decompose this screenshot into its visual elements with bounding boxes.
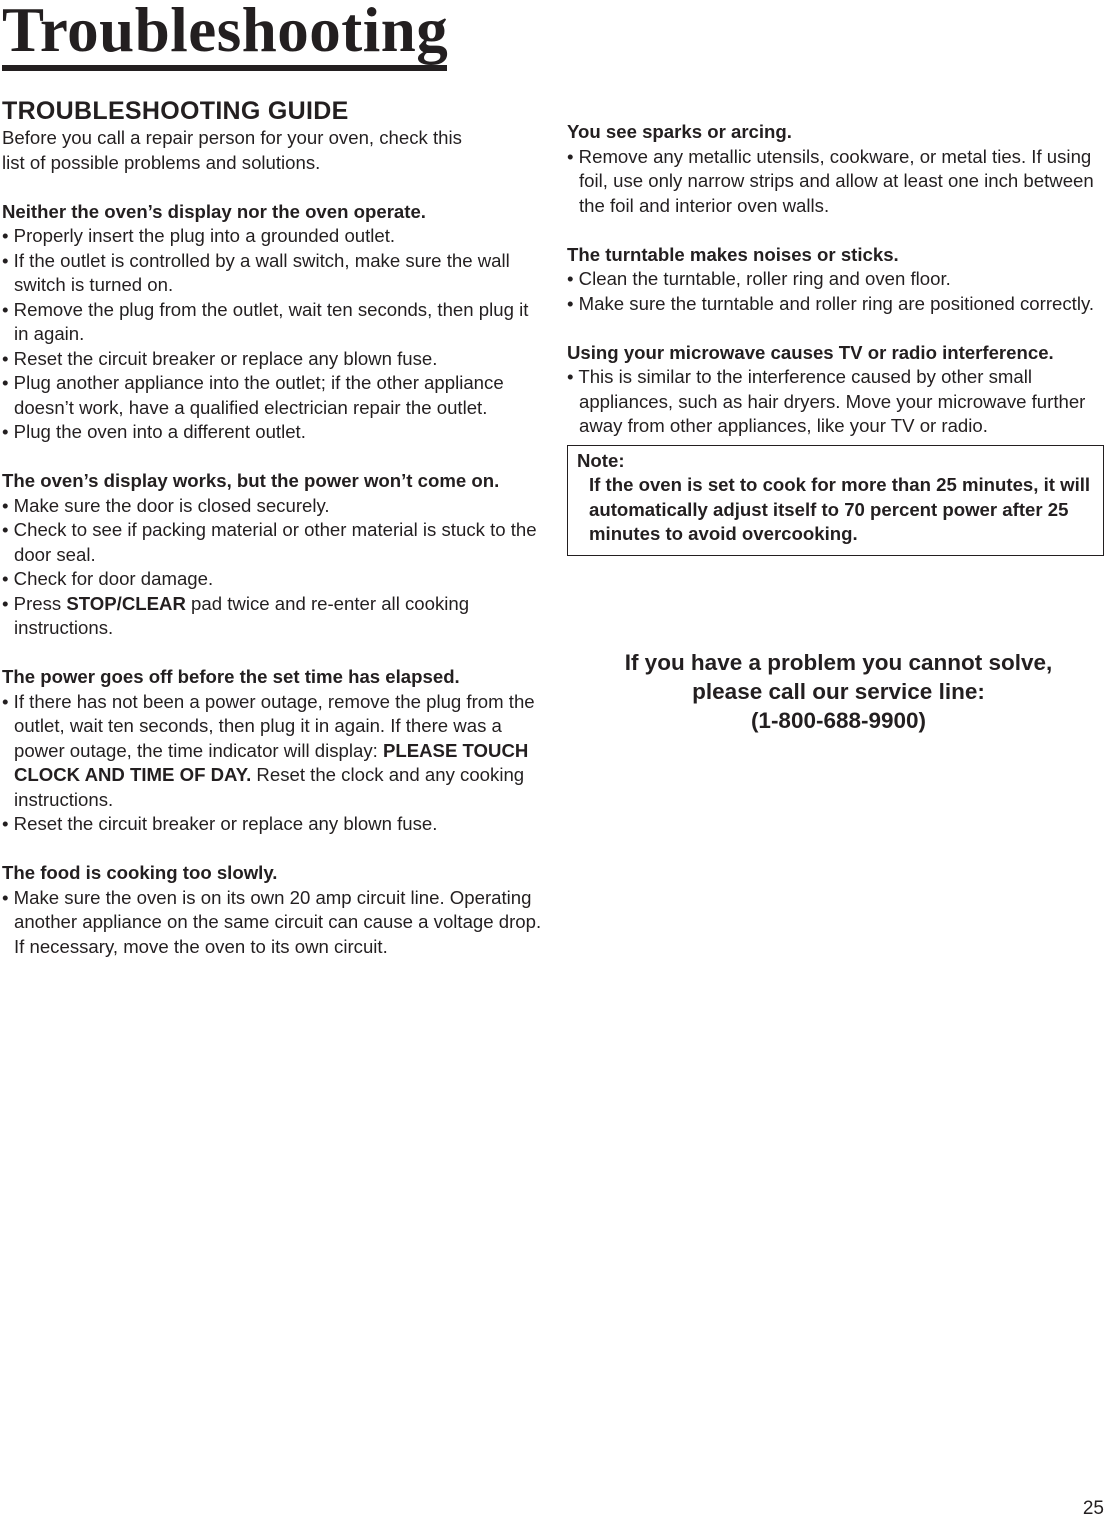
bullet-item: • Make sure the door is closed securely. (2, 494, 330, 516)
bullet-item: • Reset the circuit breaker or replace any blown fuse. (2, 813, 438, 834)
section-no-display-no-operate (2, 200, 547, 445)
bullet-list (567, 145, 1110, 219)
bullet-text: Reset the clock and any cooking instructions. (14, 764, 525, 810)
service-line-1: If you have a problem you cannot solve, (624, 650, 1053, 675)
bullet-list (2, 494, 547, 641)
section-title: The turntable makes noises or sticks. (567, 243, 899, 265)
title-underline (2, 65, 447, 71)
bullet-text: pad twice and re-enter all cooking instructions. (14, 592, 470, 638)
bullet-item: • Check for door damage. (2, 568, 214, 589)
bullet-item: • Make sure the oven is on its own 20 amp circuit line. Operating another appliance on the same circuit can cause a voltage drop. If necessary, move the oven to its own circuit. (2, 886, 542, 957)
section-power-goes-off (2, 665, 547, 837)
bullet-item: • Reset the circuit breaker or replace any blown fuse. (2, 347, 438, 369)
service-line-2: please call our service line: (692, 679, 985, 704)
section-title: You see sparks or arcing. (567, 121, 792, 142)
guide-intro-line-1: Before you call a repair person for your oven, check this (2, 127, 462, 148)
service-line-callout (567, 648, 1110, 735)
bullet-item: • Clean the turntable, roller ring and oven floor. (567, 268, 951, 289)
bullet-item: • Plug another appliance into the outlet; if the other appliance doesn’t work, have a qualified electrician repair the outlet. (2, 372, 504, 418)
bullet-item: • Check to see if packing material or other material is stuck to the door seal. (2, 519, 537, 565)
note-box (567, 445, 1104, 556)
bullet-item: • Properly insert the plug into a grounded outlet. (2, 225, 396, 246)
section-cooking-too-slowly (2, 861, 547, 959)
guide-intro (2, 126, 547, 175)
guide-intro-line-2: list of possible problems and solutions. (2, 151, 321, 173)
bullet-list (2, 690, 547, 837)
bullet-item: • Plug the oven into a different outlet. (2, 421, 306, 442)
section-display-works-no-power (2, 469, 547, 641)
bullet-text: • Press (2, 592, 67, 614)
section-title: The power goes off before the set time has elapsed. (2, 666, 460, 687)
bullet-item: • Remove the plug from the outlet, wait ten seconds, then plug it in again. (2, 298, 529, 344)
bullet-item-stop-clear (2, 592, 547, 641)
section-title: Neither the oven’s display nor the oven operate. (2, 200, 426, 222)
bullet-list (567, 267, 1110, 316)
section-tv-radio-interference (567, 341, 1110, 439)
section-title: The oven’s display works, but the power won’t come on. (2, 470, 500, 491)
page-number: 25 (1082, 1498, 1104, 1519)
stop-clear-pad-label: STOP/CLEAR (66, 592, 186, 614)
bullet-item: • This is similar to the interference caused by other small appliances, such as hair dryers. Move your microwave further away from other appliances, like your TV or radio. (567, 366, 1086, 436)
section-title: Using your microwave causes TV or radio interference. (567, 341, 1054, 363)
left-column (2, 96, 547, 959)
bullet-item: • Remove any metallic utensils, cookware, or metal ties. If using foil, use only narrow strips and allow at least one inch between the foil and interior oven walls. (567, 145, 1094, 216)
bullet-list (2, 224, 547, 445)
section-title: The food is cooking too slowly. (2, 862, 278, 883)
section-turntable-noises (567, 243, 1110, 317)
guide-heading: TROUBLESHOOTING GUIDE (2, 97, 349, 125)
page-title: Troubleshooting (2, 0, 449, 65)
bullet-item: • Make sure the turntable and roller ring are positioned correctly. (567, 292, 1095, 314)
display-message: PLEASE TOUCH CLOCK AND TIME OF DAY. (14, 739, 529, 785)
bullet-list (2, 886, 547, 960)
bullet-item-power-outage (2, 690, 547, 813)
bullet-text: • If there has not been a power outage, remove the plug from the outlet, wait ten seconds, then plug it in again. If there was a power outage, the time indicator will display: (2, 690, 535, 761)
note-label: Note: (577, 449, 625, 471)
right-column (567, 120, 1110, 556)
bullet-item: • If the outlet is controlled by a wall switch, make sure the wall switch is turned on. (2, 249, 510, 295)
bullet-list (567, 365, 1110, 439)
service-phone-number: (1-800-688-9900) (750, 708, 927, 733)
section-sparks-arcing (567, 120, 1110, 218)
note-text: If the oven is set to cook for more than 25 minutes, it will automatically adjust itself to 70 percent power after 25 minutes to avoid overcooking. (589, 474, 1091, 544)
